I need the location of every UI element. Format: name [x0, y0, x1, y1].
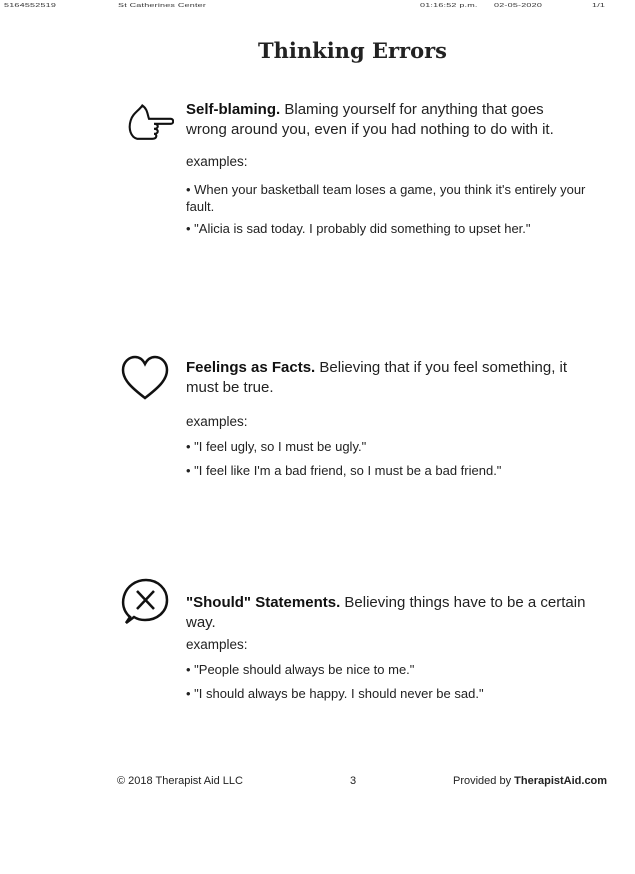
footer-copyright: © 2018 Therapist Aid LLC — [117, 775, 243, 787]
fax-page: 1/1 — [592, 2, 606, 8]
examples-label: examples: — [186, 154, 248, 169]
heart-icon — [120, 354, 170, 404]
example: • When your basketball team loses a game, you think it's entirely your fault. — [186, 182, 586, 214]
term: "Should" Statements. — [186, 594, 341, 611]
term: Feelings as Facts. — [186, 359, 316, 376]
fax-time: 01:16:52 p.m. — [420, 2, 478, 8]
fax-sender: St Catherines Center — [118, 2, 207, 8]
examples-label: examples: — [186, 414, 248, 429]
pointing-hand-icon — [124, 98, 174, 148]
examples-label: examples: — [186, 637, 248, 652]
definition: Blaming yourself for anything that goes wrong around you, even if you had nothing to do with it. — [186, 101, 554, 138]
page-title: Thinking Errors — [258, 38, 447, 63]
example: • "I should always be happy. I should never be sad." — [186, 686, 484, 701]
x-speech-bubble-icon — [120, 577, 170, 627]
term: Self-blaming. — [186, 101, 281, 118]
example: • "People should always be nice to me." — [186, 662, 415, 677]
footer-brand: TherapistAid.com — [514, 775, 608, 787]
example: • "I feel ugly, so I must be ugly." — [186, 439, 367, 454]
footer-page-number: 3 — [350, 775, 357, 787]
provided-by-label: Provided by — [453, 775, 515, 787]
fax-number: 5164552519 — [4, 2, 57, 8]
example: • "Alicia is sad today. I probably did something to upset her." — [186, 221, 531, 236]
definition: Believing that if you feel something, it must be true. — [186, 359, 568, 396]
example: • "I feel like I'm a bad friend, so I must be a bad friend." — [186, 463, 502, 478]
footer-provided-by — [453, 775, 607, 787]
fax-date: 02-05-2020 — [494, 2, 543, 8]
definition: Believing things have to be a certain way. — [186, 594, 586, 631]
